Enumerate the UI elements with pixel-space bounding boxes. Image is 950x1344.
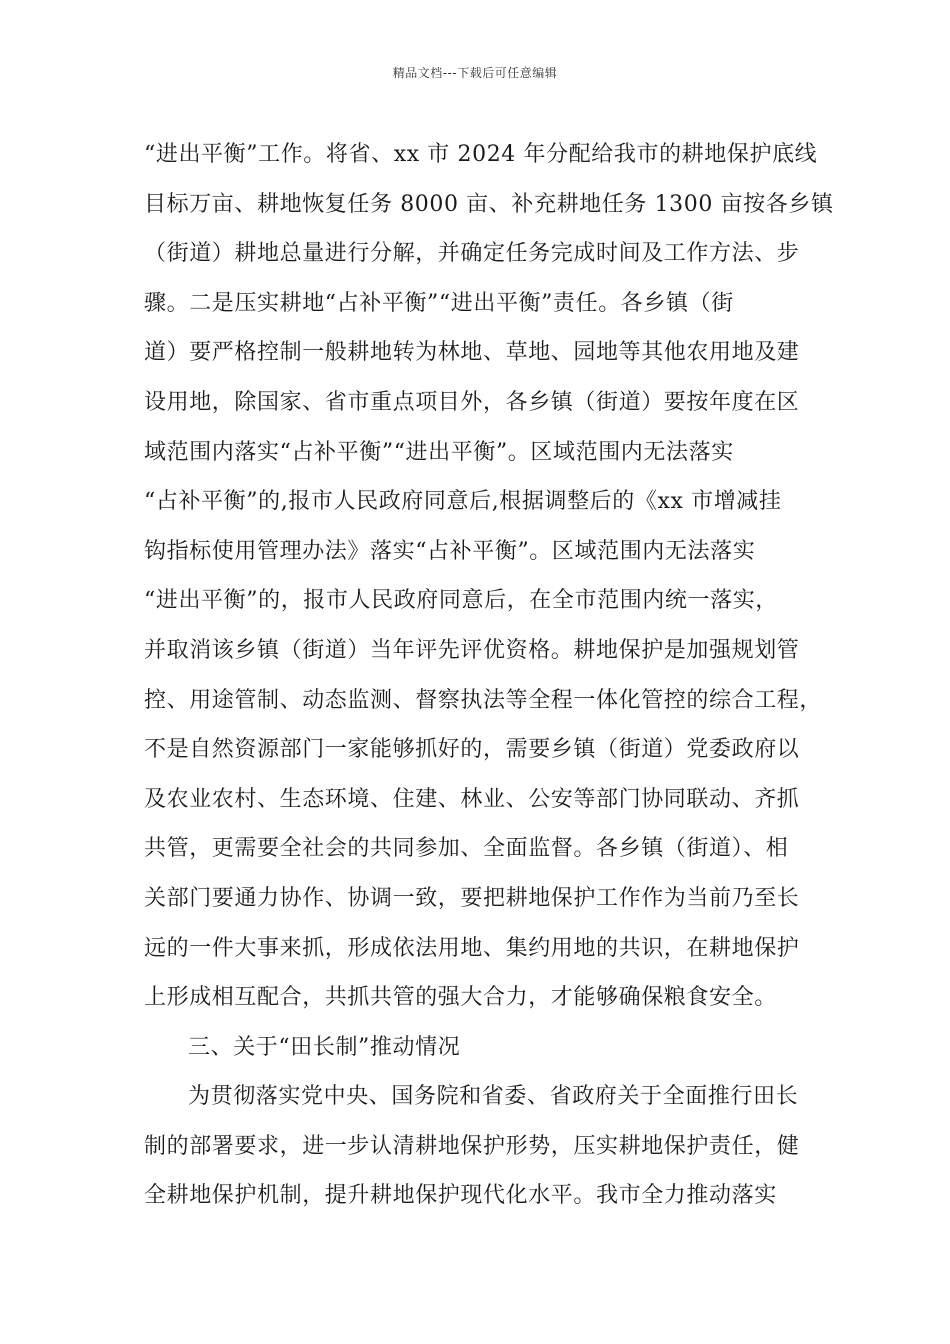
page-header: 精品文档---下载后可任意编辑 <box>392 66 558 80</box>
text-line: 远的一件大事来抓，形成依法用地、集约用地的共识，在耕地保护 <box>144 935 800 961</box>
text-line: 关部门要通力协作、协调一致，要把耕地保护工作作为当前乃至长 <box>144 885 800 911</box>
text-line: 为贯彻落实党中央、国务院和省委、省政府关于全面推行田长 <box>188 1084 799 1110</box>
text-line: 钩指标使用管理办法》落实“占补平衡”。区域范围内无法落实 <box>144 538 756 564</box>
text-line: “进出平衡”的，报市人民政府同意后，在全市范围内统一落实， <box>144 588 778 614</box>
text-line: 域范围内落实“占补平衡”“进出平衡”。区域范围内无法落实 <box>144 439 734 465</box>
text-line: 控、用途管制、动态监测、督察执法等全程一体化管控的综合工程， <box>144 687 823 713</box>
text-line: “占补平衡”的,报市人民政府同意后,根据调整后的《xx 市增减挂 <box>144 489 782 515</box>
text-line: 共管，更需要全社会的共同参加、全面监督。各乡镇（街道）、相 <box>144 836 789 862</box>
text-line: 骤。二是压实耕地“占补平衡”“进出平衡”责任。各乡镇（街 <box>144 290 734 316</box>
text-line: 道）要严格控制一般耕地转为林地、草地、园地等其他农用地及建 <box>144 340 800 366</box>
text-line: 目标万亩、耕地恢复任务 8000 亩、补充耕地任务 1300 亩按各乡镇 <box>144 191 834 217</box>
text-line: （街道）耕地总量进行分解，并确定任务完成时间及工作方法、步 <box>144 241 800 267</box>
text-line: “进出平衡”工作。将省、xx 市 2024 年分配给我市的耕地保护底线 <box>144 142 818 167</box>
text-line: 不是自然资源部门一家能够抓好的，需要乡镇（街道）党委政府以 <box>144 737 800 763</box>
section-heading: 三、关于“田长制”推动情况 <box>188 1034 461 1060</box>
text-line: 并取消该乡镇（街道）当年评先评优资格。耕地保护是加强规划管 <box>144 637 800 663</box>
text-line: 及农业农村、生态环境、住建、林业、公安等部门协同联动、齐抓 <box>144 786 800 812</box>
text-line: 上形成相互配合，共抓共管的强大合力，才能够确保粮食安全。 <box>144 985 777 1011</box>
document-body <box>144 130 834 1221</box>
text-line: 设用地，除国家、省市重点项目外，各乡镇（街道）要按年度在区 <box>144 389 800 415</box>
text-line: 制的部署要求，进一步认清耕地保护形势，压实耕地保护责任，健 <box>144 1133 800 1159</box>
text-line: 全耕地保护机制，提升耕地保护现代化水平。我市全力推动落实 <box>144 1183 777 1209</box>
